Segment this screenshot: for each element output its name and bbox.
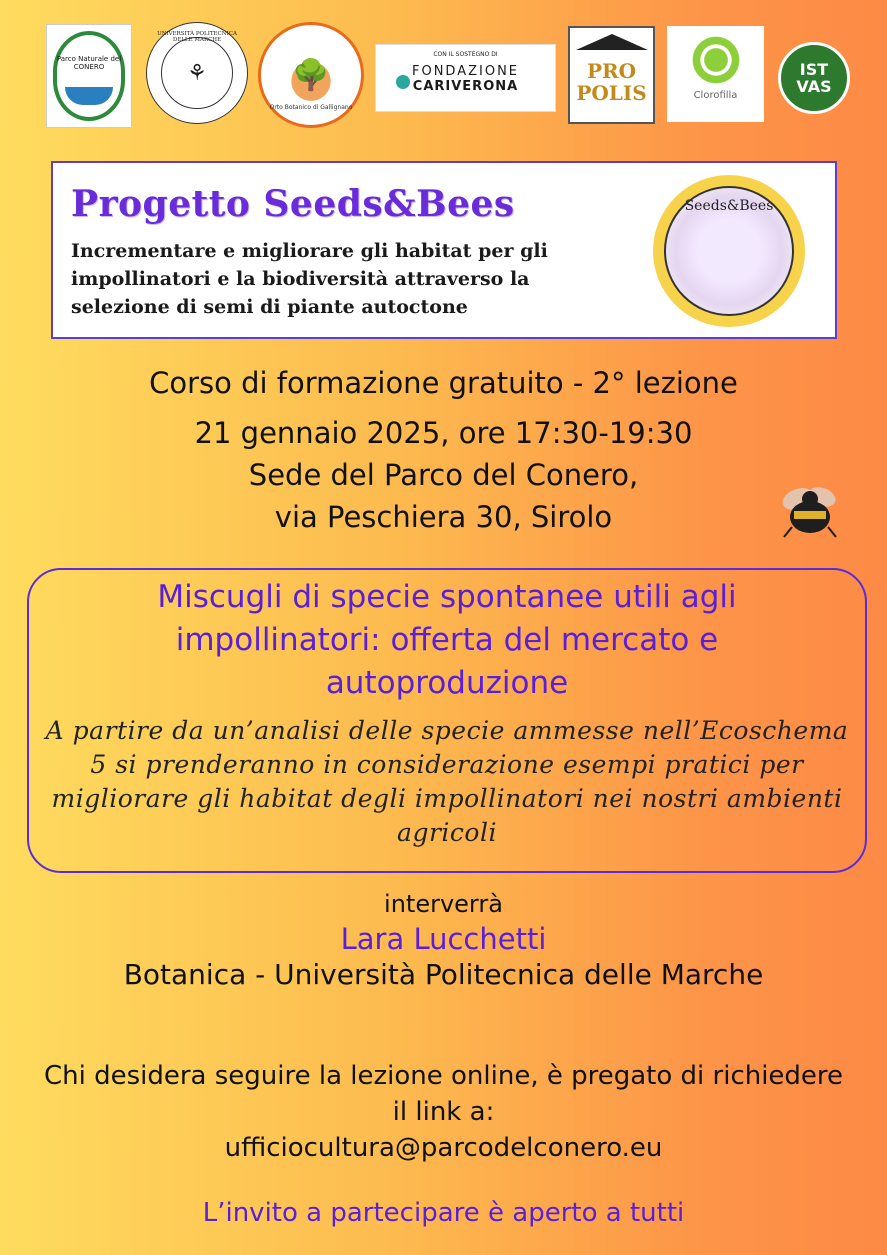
univ-seal-icon: ⚘ — [161, 37, 233, 109]
univ-logo-text: UNIVERSITÀ POLITECNICA DELLE MARCHE — [157, 31, 237, 43]
venue-line: Sede del Parco del Conero, — [248, 458, 639, 492]
project-title: Progetto Seeds&Bees — [71, 183, 515, 225]
speaker-intro: interverrà — [384, 890, 503, 918]
seeds-disc-icon — [664, 186, 794, 316]
project-box — [51, 161, 837, 339]
online-email[interactable]: ufficiocultura@parcodelconero.eu — [224, 1133, 663, 1163]
online-text: Chi desidera seguire la lezione online, è pregato di richiedere il link a: — [43, 1061, 844, 1127]
clorofilla-net-icon — [688, 34, 744, 86]
parco-logo-text: Parco Naturale del CONERO — [56, 55, 122, 71]
ist-vas-logo — [778, 42, 850, 114]
ist-line1: IST — [799, 60, 829, 79]
course-line: Corso di formazione gratuito - 2° lezione — [149, 366, 738, 400]
seeds-bees-logo — [653, 175, 805, 327]
fond-line2: CARIVERONA — [412, 79, 519, 94]
speaker-role: Botanica - Università Politecnica delle Marche — [123, 958, 764, 991]
fond-small-text: CON IL SOSTEGNO DI — [433, 51, 498, 58]
clorofilla-label: Clorofilla — [693, 90, 738, 101]
online-info — [0, 1058, 887, 1166]
datetime-line: 21 gennaio 2025, ore 17:30-19:30 — [194, 416, 693, 450]
clorofilla-logo — [667, 26, 764, 122]
fond-line1: FONDAZIONE — [411, 64, 520, 79]
topic-box — [27, 568, 867, 873]
orto-logo-text: Orto Botanico di Gallignano — [269, 104, 353, 111]
topic-description: A partire da un’analisi delle specie ammesse nell’Ecoschema 5 si prenderanno in considerazione esempi pratici per migliorare gli habitat degli impollinatori nei nostri ambienti agricoli — [45, 716, 849, 847]
logo-bar — [0, 20, 887, 130]
project-subtitle: Incrementare e migliorare gli habitat per gli impollinatori e la biodiversità attraverso la selezione di semi di piante autoctone — [71, 240, 548, 318]
tree-icon: 🌳 — [280, 44, 342, 106]
fondazione-cariverona-logo — [375, 44, 556, 112]
orto-botanico-logo — [258, 22, 364, 128]
univpm-seal-logo — [146, 22, 248, 124]
ist-line2: VAS — [796, 77, 832, 96]
temple-roof-icon — [576, 34, 648, 50]
speaker-name: Lara Lucchetti — [340, 922, 547, 956]
propolis-logo — [568, 26, 655, 124]
bee-icon — [770, 477, 850, 543]
topic-title: Miscugli di specie spontanee utili agli impollinatori: offerta del mercato e autoproduzione — [157, 579, 737, 701]
invite-line: L’invito a partecipare è aperto a tutti — [202, 1198, 685, 1228]
propolis-logo-text: PRO POLIS — [576, 59, 647, 105]
address-line: via Peschiera 30, Sirolo — [274, 500, 613, 534]
parco-conero-logo — [46, 24, 132, 128]
seeds-logo-text: Seeds&Bees — [684, 198, 774, 214]
fond-dot-icon — [396, 75, 410, 89]
